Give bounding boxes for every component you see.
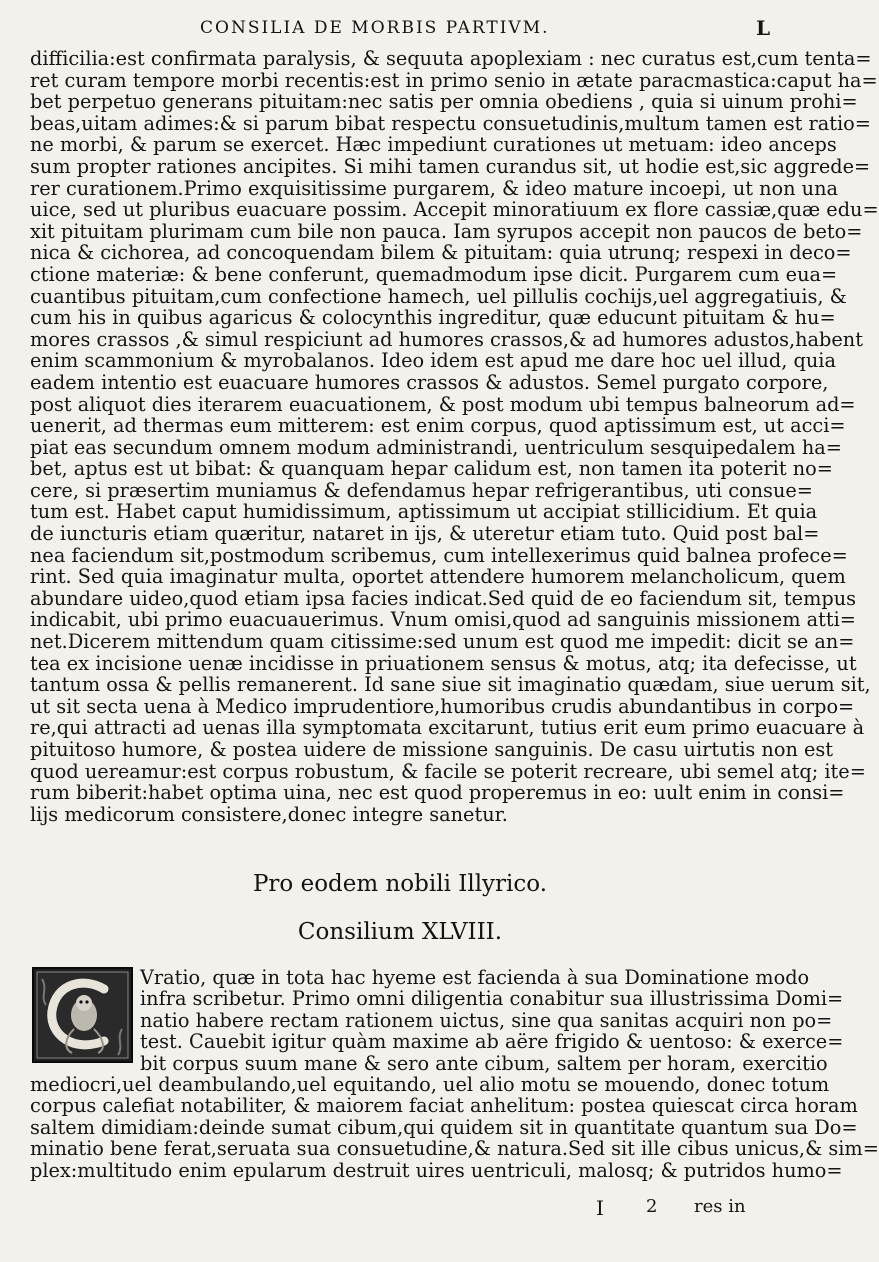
text-line: bit corpus suum mane & sero ante cibum, saltem per horam, exercitio xyxy=(140,1051,828,1075)
text-line: pituitoso humore, & postea uidere de missione sanguinis. De casu uirtutis non est xyxy=(30,738,834,761)
text-line: plex:multitudo enim epularum destruit uires uentriculi, malosq; & putridos humo= xyxy=(30,1158,843,1182)
text-line: corpus calefiat notabiliter, & maiorem faciat anhelitum: postea quiescat circa horam xyxy=(30,1094,858,1118)
text-line: abundare uideo,quod etiam ipsa facies indicat.Sed quid de eo faciendum sit, tempus xyxy=(30,586,857,610)
text-line: saltem dimidiam:deinde sumat cibum,qui quidem sit in quantitate quantum sua Do= xyxy=(30,1115,858,1139)
text-line: bet, aptus est ut bibat: & quanquam hepar calidum est, non tamen ita poterit no= xyxy=(30,457,833,481)
text-line: nica & cichorea, ad concoquendam bilem & pituitam: quia utrunq; respexi in deco= xyxy=(30,241,852,265)
text-line: rer curationem.Primo exquisitissime purgarem, & ideo mature incoepi, ut non una xyxy=(30,176,839,200)
text-line: rint. Sed quia imaginatur multa, oportet attendere humorem melancholicum, quem xyxy=(30,565,846,589)
body-text xyxy=(30,47,879,826)
text-line: piat eas secundum omnem modum administrandi, uentriculum sesquipedalem ha= xyxy=(30,435,842,459)
text-line: cum his in quibus agaricus & colocynthis ingreditur, quæ educunt pituitam & hu= xyxy=(30,306,836,330)
text-line: bet perpetuo generans pituitam:nec satis per omnia obediens , quia si uinum prohi= xyxy=(30,90,858,114)
text-line: indicabit, ubi primo euacuauerimus. Vnum omisi,quod ad sanguinis missionem atti= xyxy=(30,608,856,632)
text-line: tantum ossa & pellis remanerent. Id sane siue sit imaginatio quædam, siue uerum sit, xyxy=(30,673,871,697)
text-line: ctione materiæ: & bene conferunt, quemadmodum ipse dicit. Purgarem cum eua= xyxy=(30,262,838,286)
text-line: Vratio, quæ in tota hac hyeme est facienda à sua Dominatione modo xyxy=(140,966,810,989)
catchword: res in xyxy=(694,1196,746,1217)
signature-number: 2 xyxy=(646,1196,658,1217)
text-line: minatio bene ferat,seruata sua consuetudine,& natura.Sed sit ille cibus unicus,& sim= xyxy=(30,1137,879,1161)
text-line: infra scribetur. Primo omni diligentia conabitur sua illustrissima Domi= xyxy=(140,987,844,1011)
text-line: xit pituitam plurimam cum bile non pauca. Iam syrupos accepit non paucos de beto= xyxy=(30,219,863,243)
page-header xyxy=(0,14,800,44)
running-head: CONSILIA DE MORBIS PARTIVM. xyxy=(200,18,550,38)
text-line: tum est. Habet caput humidissimum, aptissimum ut accipiat stillicidium. Et quia xyxy=(30,500,818,524)
text-line: test. Cauebit igitur quàm maxime ab aëre frigido & uentoso: & exerce= xyxy=(140,1030,844,1054)
text-line: eadem intentio est euacuare humores crassos & adustos. Semel purgato corpore, xyxy=(30,370,829,394)
text-line: post aliquot dies iterarem euacuationem, & post modum ubi tempus balneorum ad= xyxy=(30,392,856,416)
signature-mark: I xyxy=(596,1196,604,1220)
page-footer xyxy=(0,1196,800,1224)
text-line: net.Dicerem mittendum quam citissime:sed unum est quod me impedit: dicit se an= xyxy=(30,630,855,654)
text-line: enim scammonium & myrobalanos. Ideo idem est apud me dare hoc uel illud, quia xyxy=(30,349,836,373)
text-line: ut sit secta uena à Medico imprudentiore,humoribus crudis abundantibus in corpo= xyxy=(30,694,855,718)
text-line: nea faciendum sit,postmodum scribemus, cum intellexerimus quid balnea profece= xyxy=(30,543,848,567)
text-line: quod uereamur:est corpus robustum, & facile se poterit recreare, ubi semel atq; ite= xyxy=(30,759,866,783)
text-line: lijs medicorum consistere,donec integre sanetur. xyxy=(30,802,508,826)
text-line: rum biberit:habet optima uina, nec est quod properemus in eo: uult enim in consi= xyxy=(30,781,845,805)
text-line: beas,uitam adimes:& si parum bibat respectu consuetudinis,multum tamen est ratio= xyxy=(30,111,871,135)
text-line: tea ex incisione uenæ incidisse in priuationem sensus & motus, atq; ita defecisse, ut xyxy=(30,651,857,675)
text-line: uice, sed ut pluribus euacuare possim. Accepit minoratiuum ex flore cassiæ,quæ edu= xyxy=(30,198,879,222)
text-line: mediocri,uel deambulando,uel equitando, uel alio motu se mouendo, donec totum xyxy=(30,1073,830,1097)
text-line: cuantibus pituitam,cum confectione hamech, uel pillulis cochijs,uel aggregatiuis, & xyxy=(30,284,847,308)
text-line: cere, si præsertim muniamus & defendamus hepar refrigerantibus, uti consue= xyxy=(30,478,813,502)
consilium-text xyxy=(30,966,879,1182)
text-line: re,qui attracti ad uenas illa symptomata excitarunt, tutius erit eum primo euacuare à xyxy=(30,716,865,740)
folio-number: L xyxy=(755,16,770,40)
section-title: Pro eodem nobili Illyrico. xyxy=(252,871,548,897)
text-line: mores crassos ,& simul respiciunt ad humores crassos,& ad humores adustos,habent xyxy=(30,327,863,351)
text-line: natio habere rectam rationem uictus, sine qua sanitas acquiri non po= xyxy=(140,1008,833,1032)
text-line: uenerit, ad thermas eum mitterem: est enim corpus, quod aptissimum est, ut acci= xyxy=(30,414,846,438)
consilium-title: Consilium XLVIII. xyxy=(297,919,503,945)
text-line: ret curam tempore morbi recentis:est in primo senio in ætate paracmastica:caput ha= xyxy=(30,68,878,92)
text-line: ne morbi, & parum se exercet. Hæc impediunt curationes ut metuam: ideo anceps xyxy=(30,133,837,157)
text-line: difficilia:est confirmata paralysis, & sequuta apoplexiam : nec curatus est,cum tenta= xyxy=(30,47,872,70)
text-line: de iuncturis etiam quæritur, nataret in ijs, & uteretur etiam tuto. Quid post bal= xyxy=(30,522,820,546)
text-line: sum propter rationes ancipites. Si mihi tamen curandus sit, ut hodie est,sic aggrede= xyxy=(30,154,871,178)
